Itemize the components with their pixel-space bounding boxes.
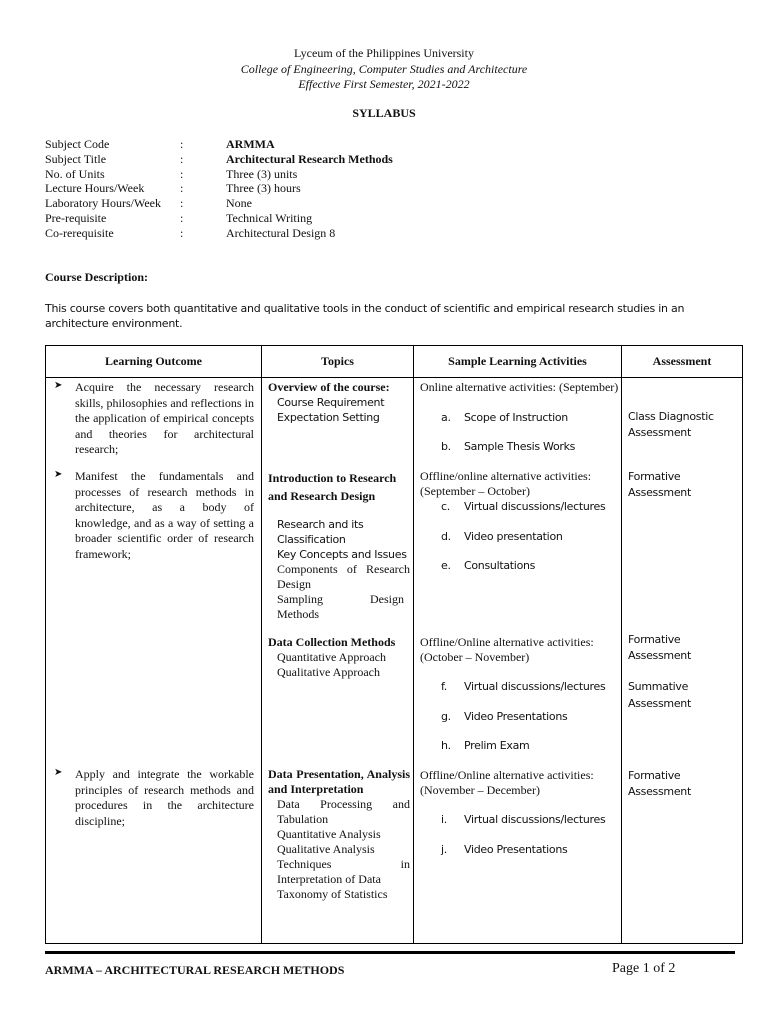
info-row-subject-title	[45, 152, 445, 167]
arrow-bullet-icon: ➤	[54, 380, 63, 391]
college-name: College of Engineering, Computer Studies and Architecture	[240, 62, 528, 76]
assessment-item: Formative Assessment	[628, 470, 691, 499]
info-label: Co-rerequisite	[45, 225, 114, 240]
footer-course-title: ARMMA – ARCHITECTURAL RESEARCH METHODS	[45, 963, 345, 977]
effective-semester: Effective First Semester, 2021-2022	[298, 77, 470, 91]
info-label: Subject Title	[45, 151, 107, 166]
university-name: Lyceum of the Philippines University	[294, 46, 474, 60]
table-header-row	[46, 346, 743, 378]
info-separator: :	[180, 196, 184, 211]
info-row-units	[45, 167, 445, 182]
info-separator: :	[180, 225, 184, 240]
topic-item: Research and its Classification	[277, 518, 364, 546]
activities-cell	[414, 378, 622, 944]
activity-item: c. Virtual discussions/lectures	[441, 500, 606, 513]
topic-item: Course Requirement	[277, 396, 385, 409]
outcome-text: Apply and integrate the workable principles of research methods and procedures in the architecture discipline;	[75, 767, 254, 828]
header-learning-outcome: Learning Outcome	[46, 346, 262, 378]
activity-item: a. Scope of Instruction	[441, 411, 568, 424]
learning-outcomes-cell	[46, 378, 262, 944]
activity-item: f. Virtual discussions/lectures	[441, 680, 606, 693]
activity-group-heading: Offline/Online alternative activities: (November – December)	[420, 768, 594, 797]
footer-page-number: Page 1 of 2	[612, 961, 676, 976]
topic-item: Quantitative Analysis	[277, 827, 381, 841]
info-row-corequisite	[45, 226, 445, 241]
topic-heading: Overview of the course:	[268, 380, 390, 394]
topic-item: Techniques in Interpretation of Data	[277, 857, 410, 886]
header-topics: Topics	[262, 346, 414, 378]
header-activities: Sample Learning Activities	[414, 346, 622, 378]
topic-group-intro-items	[268, 517, 410, 622]
info-separator: :	[180, 166, 184, 181]
topic-heading: Data Presentation, Analysis and Interpretation	[268, 767, 410, 796]
outcome-item	[54, 380, 254, 458]
outcome-text: Acquire the necessary research skills, philosophies and reflections in the application of empirical concepts and theories for architectural research;	[75, 380, 254, 456]
outcome-item	[54, 469, 254, 562]
info-value: ARMMA	[226, 137, 275, 151]
topic-item: Expectation Setting	[277, 411, 380, 424]
topic-heading: Data Collection Methods	[268, 635, 396, 649]
info-separator: :	[180, 210, 184, 225]
info-value: Three (3) units	[226, 166, 298, 181]
info-value: Architectural Design 8	[226, 225, 336, 240]
topic-heading: Introduction to Research and Research Design	[268, 471, 397, 503]
topic-item: Taxonomy of Statistics	[277, 887, 388, 901]
info-separator: :	[180, 151, 184, 166]
activity-group-heading: Offline/online alternative activities: (September – October)	[420, 469, 592, 498]
info-separator: :	[180, 137, 184, 151]
topic-group-data-presentation	[268, 767, 410, 902]
activity-item: g. Video Presentations	[441, 710, 568, 723]
assessment-item: Summative Assessment	[628, 680, 691, 710]
assessment-cell	[622, 378, 743, 944]
activity-item: b. Sample Thesis Works	[441, 440, 576, 453]
arrow-bullet-icon: ➤	[54, 469, 63, 480]
info-row-lecture-hours	[45, 181, 445, 196]
info-row-prerequisite	[45, 211, 445, 226]
activity-group-heading: Online alternative activities: (September)	[420, 380, 619, 394]
header-assessment: Assessment	[622, 346, 743, 378]
activity-item: e. Consultations	[441, 559, 536, 572]
footer-rule	[45, 951, 735, 954]
course-description-heading: Course Description:	[45, 270, 148, 284]
info-label: Pre-requisite	[45, 210, 107, 225]
info-label: No. of Units	[45, 166, 105, 181]
topic-item: Data Processing and Tabulation	[277, 797, 410, 826]
activity-item: i. Virtual discussions/lectures	[441, 813, 606, 826]
info-label: Lecture Hours/Week	[45, 181, 145, 196]
info-value: Three (3) hours	[226, 181, 301, 196]
info-value: Technical Writing	[226, 210, 313, 225]
info-label: Laboratory Hours/Week	[45, 196, 161, 211]
outcome-item	[54, 767, 254, 829]
info-label: Subject Code	[45, 137, 110, 151]
assessment-item: Class Diagnostic Assessment	[628, 410, 714, 439]
topic-group-overview	[268, 380, 410, 425]
topic-item: Components of Research Design	[277, 562, 410, 591]
document-title: SYLLABUS	[352, 106, 416, 120]
info-value: None	[226, 196, 252, 211]
activity-group-heading: Offline/Online alternative activities: (October – November)	[420, 635, 594, 664]
syllabus-table	[45, 345, 743, 944]
info-separator: :	[180, 181, 184, 196]
outcome-text: Manifest the fundamentals and processes of research methods in architecture, as a body of knowledge, and as a way of setting a broader scientific order of research framework;	[75, 469, 254, 561]
activity-item: j. Video Presentations	[441, 843, 568, 856]
topic-group-intro	[268, 469, 410, 505]
activity-item: d. Video presentation	[441, 530, 563, 543]
assessment-item: Formative Assessment	[628, 633, 691, 662]
assessment-item: Formative Assessment	[628, 769, 691, 798]
topic-item: Sampling Design Methods	[277, 592, 404, 621]
topics-cell	[262, 378, 414, 944]
topic-item: Quantitative Approach	[277, 650, 386, 664]
info-value: Architectural Research Methods	[226, 151, 393, 166]
info-row-lab-hours	[45, 196, 445, 211]
topic-item: Qualitative Approach	[277, 665, 380, 679]
course-description-text: This course covers both quantitative and qualitative tools in the conduct of scientific and empirical research studies in an architecture environment.	[45, 302, 685, 330]
topic-item: Key Concepts and Issues	[277, 548, 407, 561]
table-row	[46, 378, 743, 944]
activity-item: h. Prelim Exam	[441, 739, 530, 752]
info-row-subject-code	[45, 137, 445, 152]
topic-item: Qualitative Analysis	[277, 842, 375, 856]
subject-info	[45, 137, 445, 241]
arrow-bullet-icon: ➤	[54, 767, 63, 778]
topic-group-data-collection	[268, 635, 410, 680]
